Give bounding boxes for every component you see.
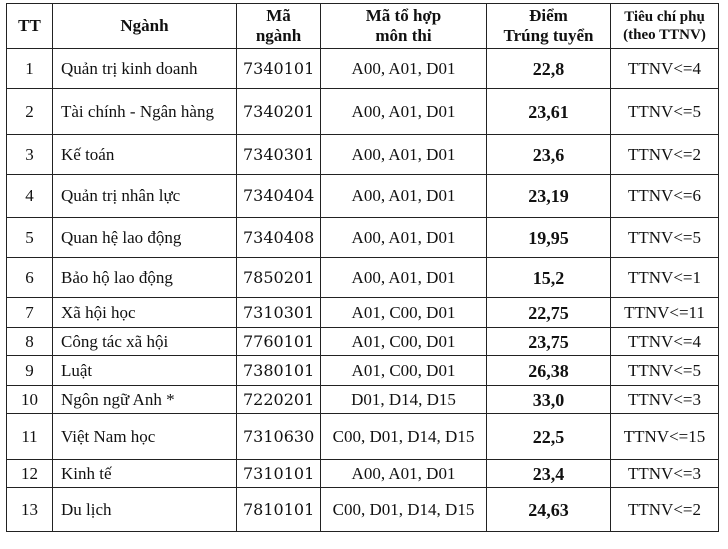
cell-ma: 7340408: [237, 218, 321, 258]
cell-ttnv: TTNV<=3: [611, 460, 719, 488]
cell-ma: 7220201: [237, 386, 321, 414]
cell-nganh: Kinh tế: [53, 460, 237, 488]
cell-nganh: Ngôn ngữ Anh *: [53, 386, 237, 414]
cell-ma: 7760101: [237, 328, 321, 356]
cell-ma: 7380101: [237, 356, 321, 386]
table-row: [7, 89, 719, 135]
cell-tt: 6: [7, 258, 53, 298]
cell-diem: 15,2: [487, 258, 611, 298]
cell-diem: 23,4: [487, 460, 611, 488]
cell-diem: 23,75: [487, 328, 611, 356]
cell-diem: 24,63: [487, 488, 611, 532]
cell-ma: 7310301: [237, 298, 321, 328]
cell-diem: 23,61: [487, 89, 611, 135]
cell-to-hop: A01, C00, D01: [321, 298, 487, 328]
cell-tt: 11: [7, 414, 53, 460]
cell-tt: 4: [7, 175, 53, 218]
cell-diem: 23,6: [487, 135, 611, 175]
cell-to-hop: A00, A01, D01: [321, 218, 487, 258]
cell-ttnv: TTNV<=4: [611, 328, 719, 356]
table-row: [7, 298, 719, 328]
table-row: [7, 488, 719, 532]
cell-ma: 7810101: [237, 488, 321, 532]
cell-nganh: Kế toán: [53, 135, 237, 175]
cell-ma: 7340301: [237, 135, 321, 175]
cell-nganh: Quản trị kinh doanh: [53, 49, 237, 89]
cell-to-hop: A01, C00, D01: [321, 356, 487, 386]
cell-ttnv: TTNV<=2: [611, 135, 719, 175]
cell-tt: 2: [7, 89, 53, 135]
cell-diem: 22,75: [487, 298, 611, 328]
header-ma-nganh: Mã ngành: [237, 4, 321, 49]
cell-nganh: Quản trị nhân lực: [53, 175, 237, 218]
cell-to-hop: D01, D14, D15: [321, 386, 487, 414]
table-row: [7, 414, 719, 460]
admission-score-table: [6, 3, 719, 532]
admission-table-wrapper: [6, 3, 719, 532]
cell-nganh: Quan hệ lao động: [53, 218, 237, 258]
cell-tt: 3: [7, 135, 53, 175]
table-header-row: [7, 4, 719, 49]
header-tt: TT: [7, 4, 53, 49]
cell-nganh: Bảo hộ lao động: [53, 258, 237, 298]
cell-to-hop: A01, C00, D01: [321, 328, 487, 356]
cell-to-hop: A00, A01, D01: [321, 135, 487, 175]
cell-ttnv: TTNV<=4: [611, 49, 719, 89]
cell-ttnv: TTNV<=6: [611, 175, 719, 218]
table-row: [7, 218, 719, 258]
header-tieu-chi: Tiêu chí phụ (theo TTNV): [611, 4, 719, 49]
cell-diem: 33,0: [487, 386, 611, 414]
table-row: [7, 356, 719, 386]
cell-ttnv: TTNV<=5: [611, 356, 719, 386]
table-row: [7, 258, 719, 298]
cell-to-hop: C00, D01, D14, D15: [321, 488, 487, 532]
cell-tt: 8: [7, 328, 53, 356]
cell-nganh: Công tác xã hội: [53, 328, 237, 356]
cell-ttnv: TTNV<=11: [611, 298, 719, 328]
cell-diem: 23,19: [487, 175, 611, 218]
table-row: [7, 460, 719, 488]
cell-ma: 7340201: [237, 89, 321, 135]
cell-tt: 13: [7, 488, 53, 532]
cell-ma: 7850201: [237, 258, 321, 298]
cell-nganh: Tài chính - Ngân hàng: [53, 89, 237, 135]
cell-ttnv: TTNV<=3: [611, 386, 719, 414]
cell-tt: 1: [7, 49, 53, 89]
cell-ma: 7310101: [237, 460, 321, 488]
header-diem: Điểm Trúng tuyển: [487, 4, 611, 49]
cell-diem: 26,38: [487, 356, 611, 386]
cell-tt: 5: [7, 218, 53, 258]
cell-nganh: Luật: [53, 356, 237, 386]
table-row: [7, 328, 719, 356]
cell-to-hop: A00, A01, D01: [321, 89, 487, 135]
table-row: [7, 135, 719, 175]
cell-diem: 22,5: [487, 414, 611, 460]
cell-to-hop: C00, D01, D14, D15: [321, 414, 487, 460]
cell-to-hop: A00, A01, D01: [321, 49, 487, 89]
cell-diem: 19,95: [487, 218, 611, 258]
cell-diem: 22,8: [487, 49, 611, 89]
header-nganh: Ngành: [53, 4, 237, 49]
cell-to-hop: A00, A01, D01: [321, 258, 487, 298]
cell-ttnv: TTNV<=1: [611, 258, 719, 298]
cell-nganh: Xã hội học: [53, 298, 237, 328]
cell-tt: 9: [7, 356, 53, 386]
table-row: [7, 386, 719, 414]
cell-ttnv: TTNV<=2: [611, 488, 719, 532]
cell-ma: 7340101: [237, 49, 321, 89]
cell-tt: 7: [7, 298, 53, 328]
cell-ma: 7340404: [237, 175, 321, 218]
cell-ttnv: TTNV<=5: [611, 218, 719, 258]
cell-to-hop: A00, A01, D01: [321, 175, 487, 218]
cell-tt: 12: [7, 460, 53, 488]
cell-ma: 7310630: [237, 414, 321, 460]
cell-nganh: Việt Nam học: [53, 414, 237, 460]
cell-nganh: Du lịch: [53, 488, 237, 532]
table-row: [7, 175, 719, 218]
cell-to-hop: A00, A01, D01: [321, 460, 487, 488]
cell-ttnv: TTNV<=15: [611, 414, 719, 460]
header-to-hop: Mã tổ hợp môn thi: [321, 4, 487, 49]
table-row: [7, 49, 719, 89]
cell-tt: 10: [7, 386, 53, 414]
cell-ttnv: TTNV<=5: [611, 89, 719, 135]
